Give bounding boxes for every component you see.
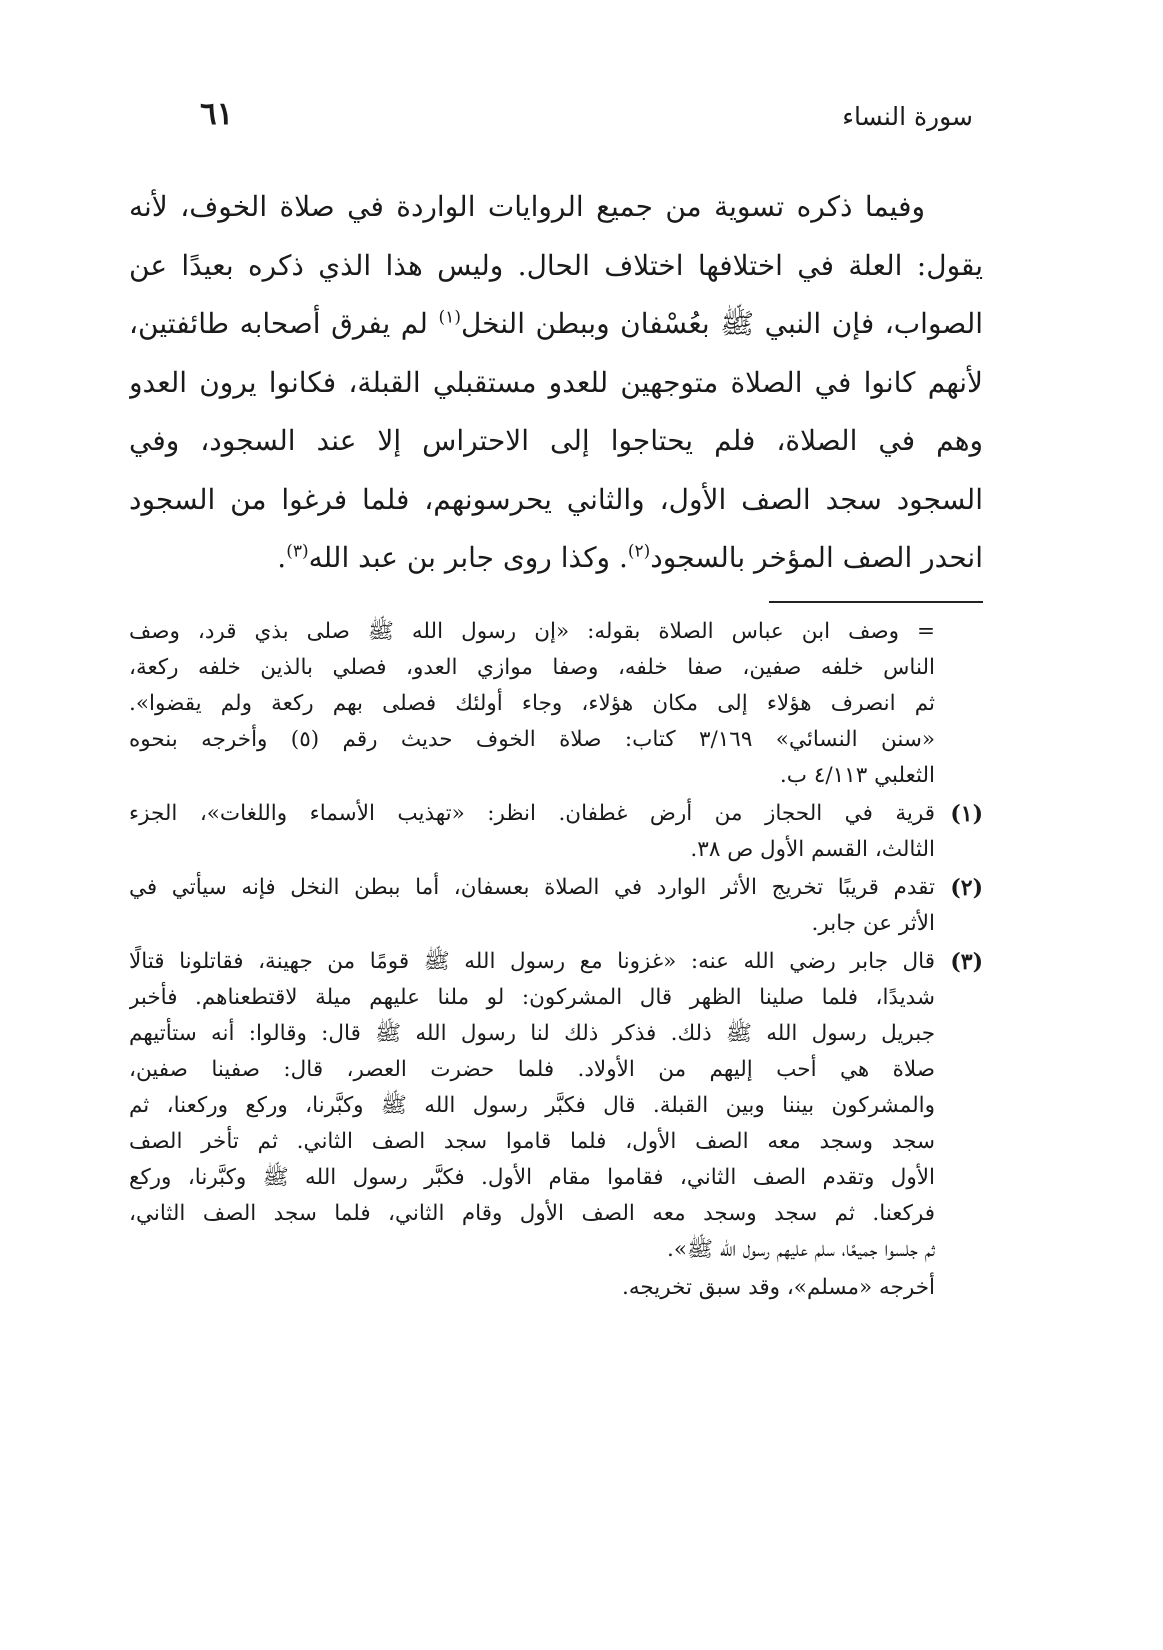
main-text-line [129, 529, 983, 588]
footnote-final [129, 1270, 983, 1306]
footnote-2 [129, 870, 983, 942]
footnote-line: الناس خلفه صفين، صفا خلفه، وصفا موازي العدو، فصلي بالذين خلفه ركعة، [129, 655, 935, 680]
footnote-line: الأول وتقدم الصف الثاني، فقاموا مقام الأول. فكبَّر رسول الله ﷺ وكبَّرنا، وركع [129, 1165, 935, 1190]
footnote-line: ثم انصرف هؤلاء إلى مكان هؤلاء، وجاء أولئك فصلى بهم ركعة ولم يقضوا». [129, 691, 935, 716]
footnotes-section [129, 614, 983, 1308]
footnote-marker: (١) [950, 801, 983, 827]
main-text-line: لأنهم كانوا في الصلاة متوجهين للعدو مستقبلي القبلة، فكانوا يرون العدو [129, 365, 983, 399]
page-number: ٦١ [200, 96, 234, 132]
running-title: سورة النساء [842, 102, 973, 131]
footnote-1 [129, 796, 983, 868]
main-text-line: وفيما ذكره تسوية من جميع الروايات الواردة في صلاة الخوف، لأنه [129, 190, 925, 223]
footnote-final-line: أخرجه «مسلم»، وقد سبق تخريجه. [622, 1275, 935, 1300]
footnote-reference: (١) [438, 307, 461, 328]
footnote-line: تقدم قريبًا تخريج الأثر الوارد في الصلاة بعسفان، أما ببطن النخل فإنه سيأتي في [129, 875, 935, 900]
footnote-line: قال جابر رضي الله عنه: «غزونا مع رسول الله ﷺ قومًا من جهينة، فقاتلونا قتالًا [129, 949, 935, 974]
footnote-line: الأثر عن جابر. [811, 911, 935, 936]
footnote-divider [769, 601, 983, 603]
page-header [200, 96, 973, 146]
main-text-segment: انحدر الصف المؤخر بالسجود [650, 541, 983, 574]
footnote-3 [129, 944, 983, 1268]
footnote-reference: (٢) [627, 541, 651, 562]
footnote-line: = وصف ابن عباس الصلاة بقوله: «إن رسول الله ﷺ صلى بذي قرد، وصف [129, 619, 935, 644]
footnote-line: «سنن النسائي» ٣/١٦٩ كتاب: صلاة الخوف حديث رقم (٥) وأخرجه بنحوه [129, 727, 935, 752]
footnote-line: الثعلبي ٤/١١٣ ب. [779, 763, 935, 788]
main-text-line: يقول: العلة في اختلافها اختلاف الحال. وليس هذا الذي ذكره بعيدًا عن [129, 248, 983, 282]
footnote-marker: (٣) [950, 949, 983, 975]
footnote-line: الثالث، القسم الأول ص ٣٨. [690, 837, 935, 862]
main-text-line [129, 295, 983, 354]
footnote-line: فركعنا. ثم سجد وسجد معه الصف الأول وقام الثاني، فلما سجد الصف الثاني، [129, 1201, 935, 1226]
main-text-line: وهم في الصلاة، فلم يحتاجوا إلى الاحتراس إلا عند السجود، وفي [129, 424, 983, 457]
footnote-line: صلاة هي أحب إليهم من الأولاد. فلما حضرت العصر، قال: صفينا صفين، [129, 1057, 935, 1082]
footnote-line: ثم جلسوا جميعًا، سلم عليهم رسول الله ﷺ». [667, 1237, 935, 1262]
footnote-line: شديدًا، فلما صلينا الظهر قال المشركون: لو ملنا عليهم ميلة لاقتطعناهم. فأخبر [129, 985, 935, 1010]
footnote-reference: (٣) [286, 541, 309, 562]
footnote-line: جبريل رسول الله ﷺ ذلك. فذكر ذلك لنا رسول الله ﷺ قال: وقالوا: أنه ستأتيهم [129, 1021, 935, 1046]
footnote-line: قرية في الحجاز من أرض غطفان. انظر: «تهذيب الأسماء واللغات»، الجزء [129, 801, 935, 826]
footnote-continuation [129, 614, 983, 794]
footnote-line: والمشركون بيننا وبين القبلة. قال فكبَّر رسول الله ﷺ وكبَّرنا، وركع وركعنا، ثم [129, 1093, 935, 1118]
main-text-paragraph [129, 178, 983, 588]
main-text-segment: . وكذا روى جابر بن عبد الله [308, 541, 628, 574]
footnote-line: سجد وسجد معه الصف الأول، فلما قاموا سجد الصف الثاني. ثم تأخر الصف [129, 1129, 935, 1154]
main-text-segment: الصواب، فإن النبي ﷺ بعُسْفان وببطن النخل [460, 307, 983, 340]
main-text-line: السجود سجد الصف الأول، والثاني يحرسونهم، فلما فرغوا من السجود [129, 482, 983, 516]
main-text-segment: . [277, 541, 287, 574]
footnote-marker: (٢) [950, 875, 983, 901]
main-text-segment: لم يفرق أصحابه طائفتين، [129, 307, 428, 340]
